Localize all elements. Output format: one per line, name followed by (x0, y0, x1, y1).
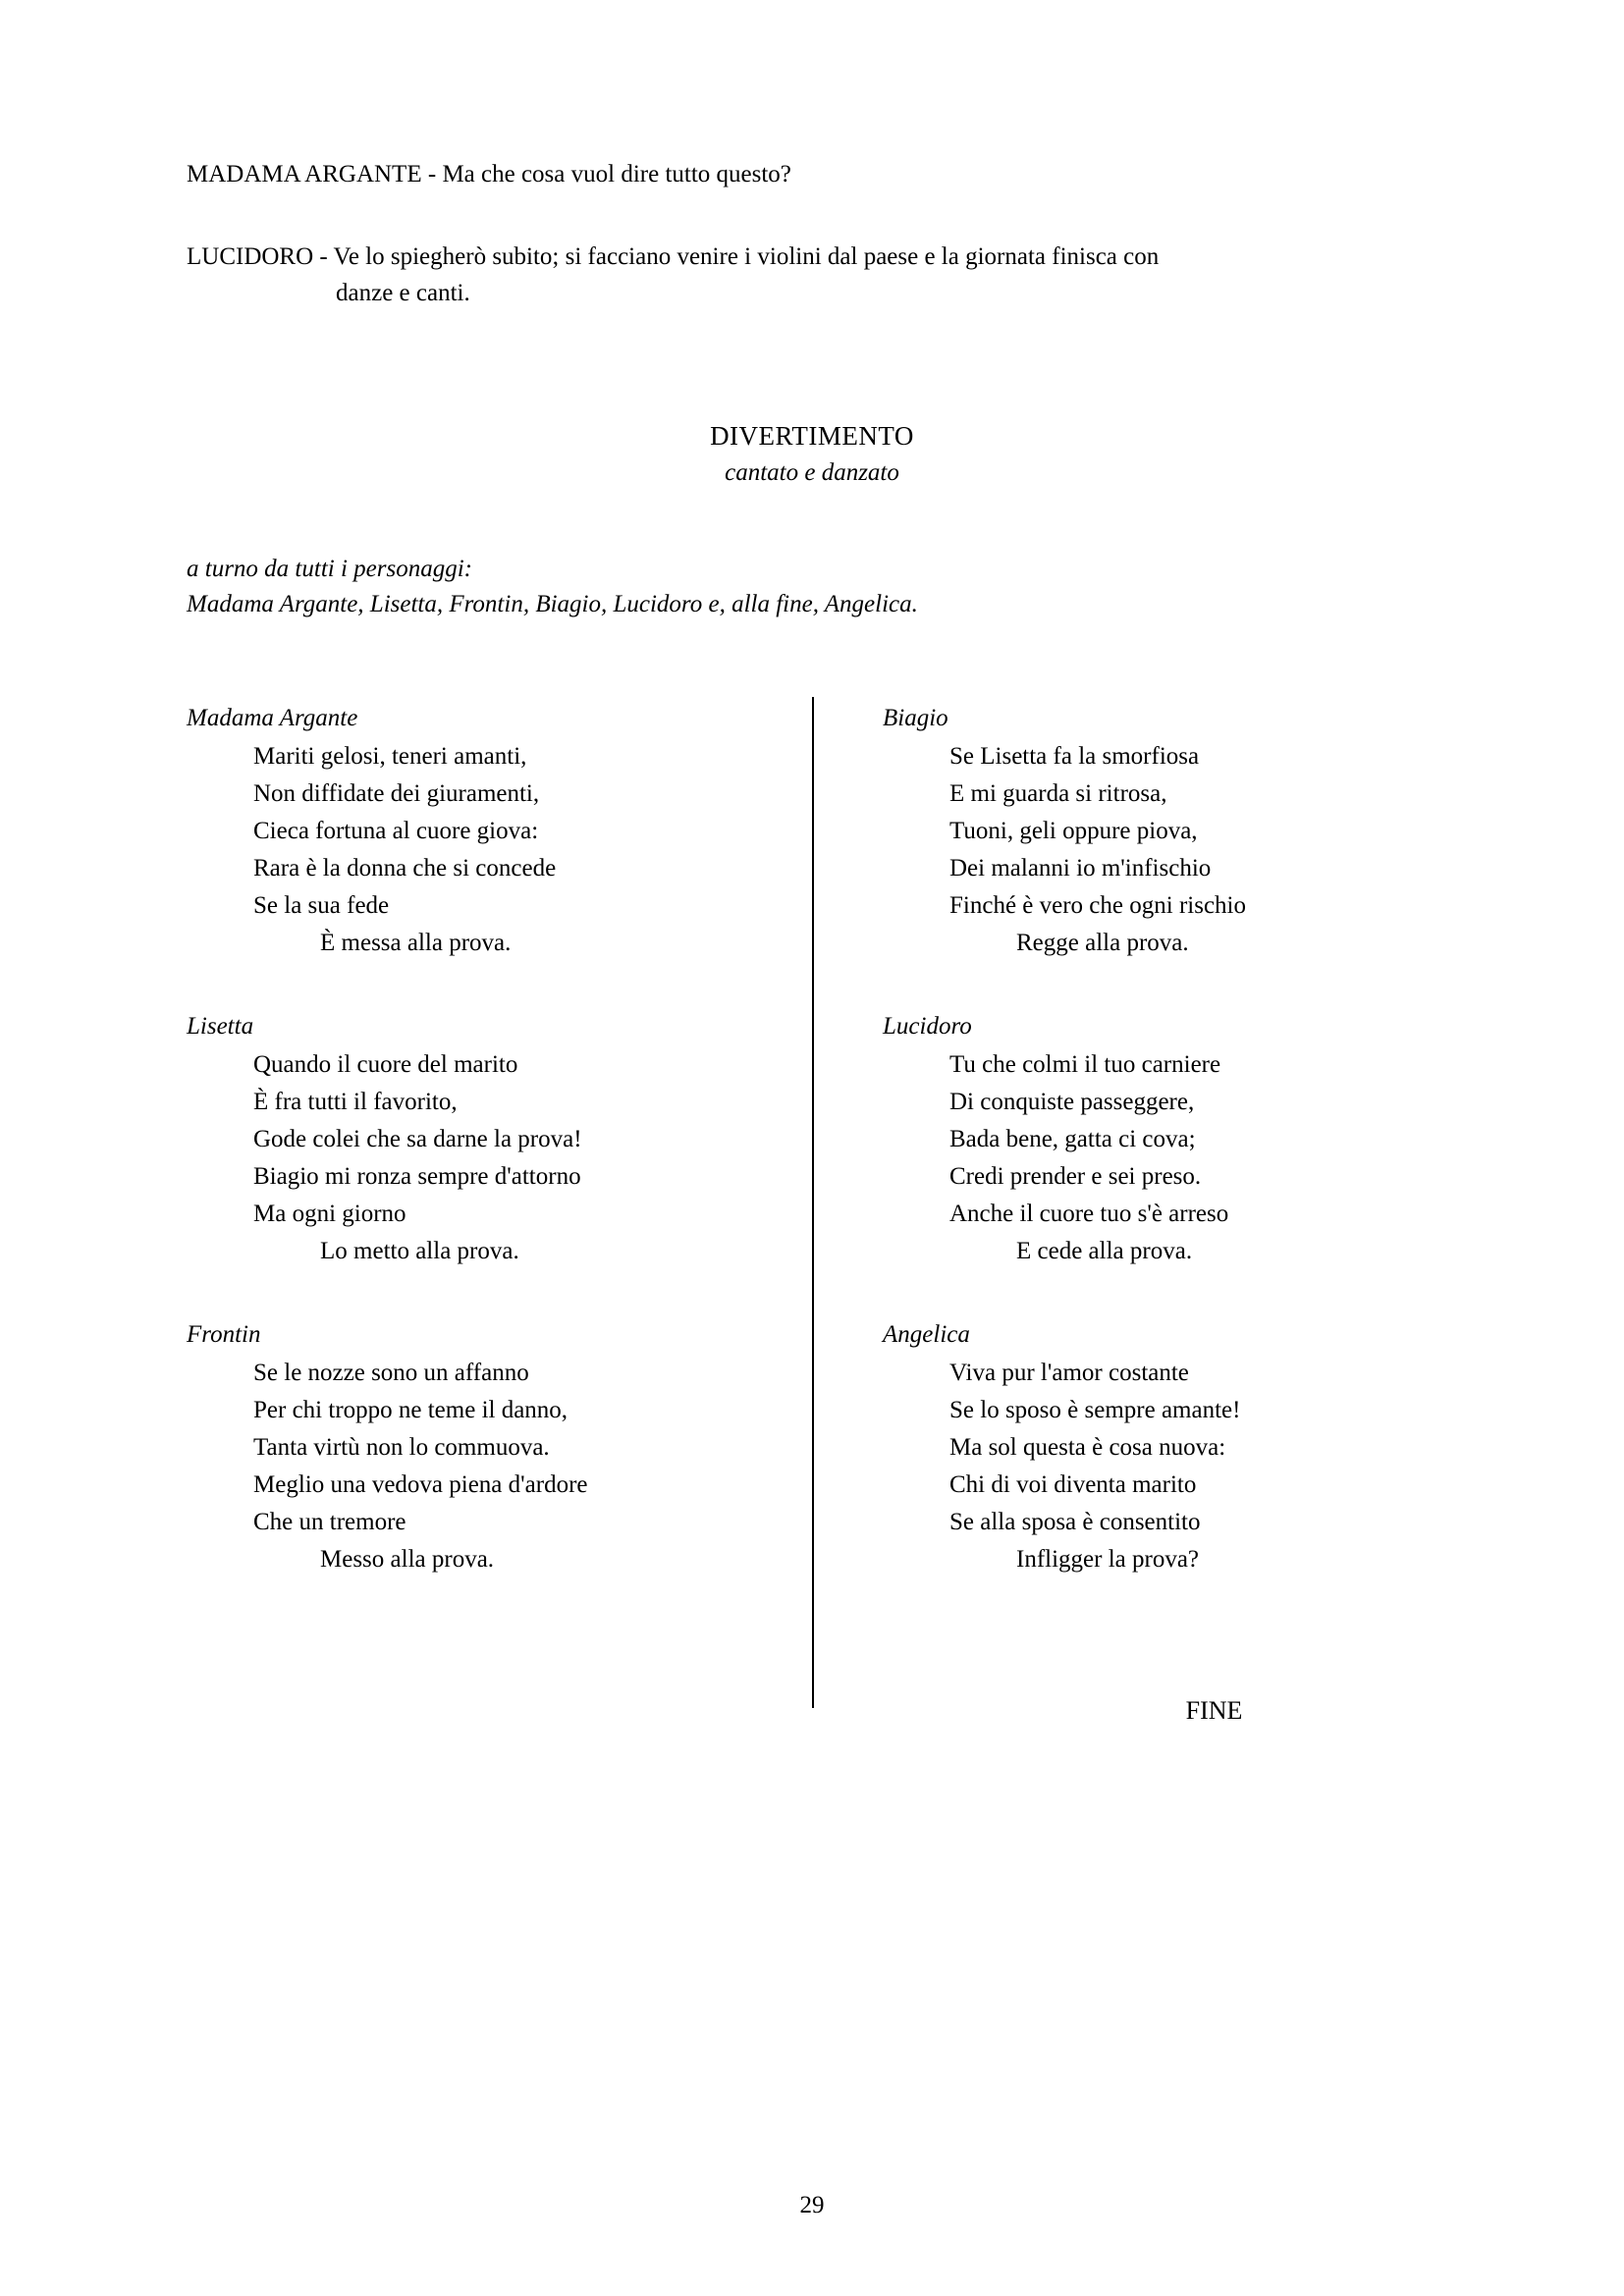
stanza-line: Credi prender e sei preso. (949, 1163, 1202, 1191)
stanza-line: Meglio una vedova piena d'ardore (253, 1471, 588, 1499)
stanza-body (883, 738, 1437, 962)
stanza-speaker-label: Frontin (187, 1321, 261, 1349)
stanza-line: Bada bene, gatta ci cova; (949, 1126, 1196, 1153)
stanza-line: Se la sua fede (253, 892, 390, 920)
stanza-angelica (883, 1321, 1437, 1578)
stanza-lucidoro (883, 1013, 1437, 1270)
stanza-line: Cieca fortuna al cuore giova: (253, 818, 539, 845)
stanza-line: Se alla sposa è consentito (949, 1509, 1201, 1536)
dialogue-line-madama-argante (187, 157, 1437, 192)
stanza-line: Rara è la donna che si concede (253, 855, 557, 882)
stanza-line: Biagio mi ronza sempre d'attorno (253, 1163, 581, 1191)
stanza-line: Quando il cuore del marito (253, 1051, 518, 1079)
stanza-line: Mariti gelosi, teneri amanti, (253, 743, 527, 771)
speech-text-lucidoro: Ve lo spiegherò subito; si facciano venire i violini dal paese e la giornata finisca con (333, 243, 1160, 271)
stanza-line: Finché è vero che ogni rischio (949, 892, 1246, 920)
stanza-line: Se lo sposo è sempre amante! (949, 1397, 1241, 1424)
stanza-line-refrain: Lo metto alla prova. (320, 1238, 519, 1265)
stanza-line: Di conquiste passeggere, (949, 1089, 1195, 1116)
stanza-speaker-label: Angelica (883, 1321, 970, 1349)
turn-note (187, 552, 1437, 623)
stanza-body (883, 1355, 1437, 1578)
stanza-columns (187, 705, 1437, 1726)
stanza-body (187, 738, 767, 962)
stanza-line: Ma ogni giorno (253, 1201, 406, 1228)
stanza-body (187, 1355, 767, 1578)
turn-note-line-2: Madama Argante, Lisetta, Frontin, Biagio, Lucidoro e, alla fine, Angelica. (187, 591, 918, 617)
turn-note-line-1: a turno da tutti i personaggi: (187, 555, 472, 582)
speech-text-madama-argante: Ma che cosa vuol dire tutto questo? (442, 161, 791, 187)
stanza-line: Tanta virtù non lo commuova. (253, 1434, 550, 1462)
speaker-name-madama-argante: MADAMA ARGANTE - (187, 161, 443, 187)
stanza-line-refrain: Messo alla prova. (320, 1546, 495, 1574)
stanza-biagio (883, 705, 1437, 962)
stanza-body (187, 1046, 767, 1270)
stanza-frontin (187, 1321, 767, 1578)
stanza-line: Ma sol questa è cosa nuova: (949, 1434, 1226, 1462)
stanza-line-refrain: Regge alla prova. (1016, 930, 1189, 957)
divertimento-title: DIVERTIMENTO (710, 420, 914, 451)
stanza-speaker-label: Lucidoro (883, 1013, 972, 1041)
divertimento-heading (187, 421, 1437, 487)
stanza-speaker-label: Lisetta (187, 1013, 254, 1041)
stanza-line: Non diffidate dei giuramenti, (253, 780, 540, 808)
speech-text-lucidoro-continued: danze e canti. (336, 279, 470, 306)
stanza-line-refrain: È messa alla prova. (320, 930, 512, 957)
stanza-line: Se le nozze sono un affanno (253, 1360, 529, 1387)
dialogue-section (187, 157, 1437, 311)
page-number: 29 (799, 2192, 825, 2218)
stanza-line: Che un tremore (253, 1509, 406, 1536)
column-divider (812, 697, 814, 1708)
stanza-madama-argante (187, 705, 767, 962)
stanza-line: E mi guarda si ritrosa, (949, 780, 1167, 808)
stanza-line: Chi di voi diventa marito (949, 1471, 1197, 1499)
stanza-line: Anche il cuore tuo s'è arreso (949, 1201, 1229, 1228)
end-label: FINE (1185, 1696, 1243, 1726)
stanza-body (883, 1046, 1437, 1270)
stanza-lisetta (187, 1013, 767, 1270)
stanza-line: Tuoni, geli oppure piova, (949, 818, 1198, 845)
stanza-line: Tu che colmi il tuo carniere (949, 1051, 1221, 1079)
stanza-line-refrain: Infligger la prova? (1016, 1546, 1200, 1574)
stanza-line: Gode colei che sa darne la prova! (253, 1126, 582, 1153)
stanza-line: Viva pur l'amor costante (949, 1360, 1189, 1387)
stanza-speaker-label: Biagio (883, 705, 948, 732)
dialogue-line-lucidoro (187, 240, 1437, 311)
stanza-line: Se Lisetta fa la smorfiosa (949, 743, 1200, 771)
speaker-name-lucidoro: LUCIDORO - (187, 243, 334, 271)
stanza-line: È fra tutti il favorito, (253, 1089, 458, 1116)
stanza-line: Dei malanni io m'infischio (949, 855, 1212, 882)
stanza-line-refrain: E cede alla prova. (1016, 1238, 1193, 1265)
stanza-speaker-label: Madama Argante (187, 705, 358, 732)
right-column (812, 705, 1437, 1726)
stanza-line: Per chi troppo ne teme il danno, (253, 1397, 568, 1424)
divertimento-subtitle: cantato e danzato (725, 458, 899, 486)
left-column (187, 705, 812, 1629)
